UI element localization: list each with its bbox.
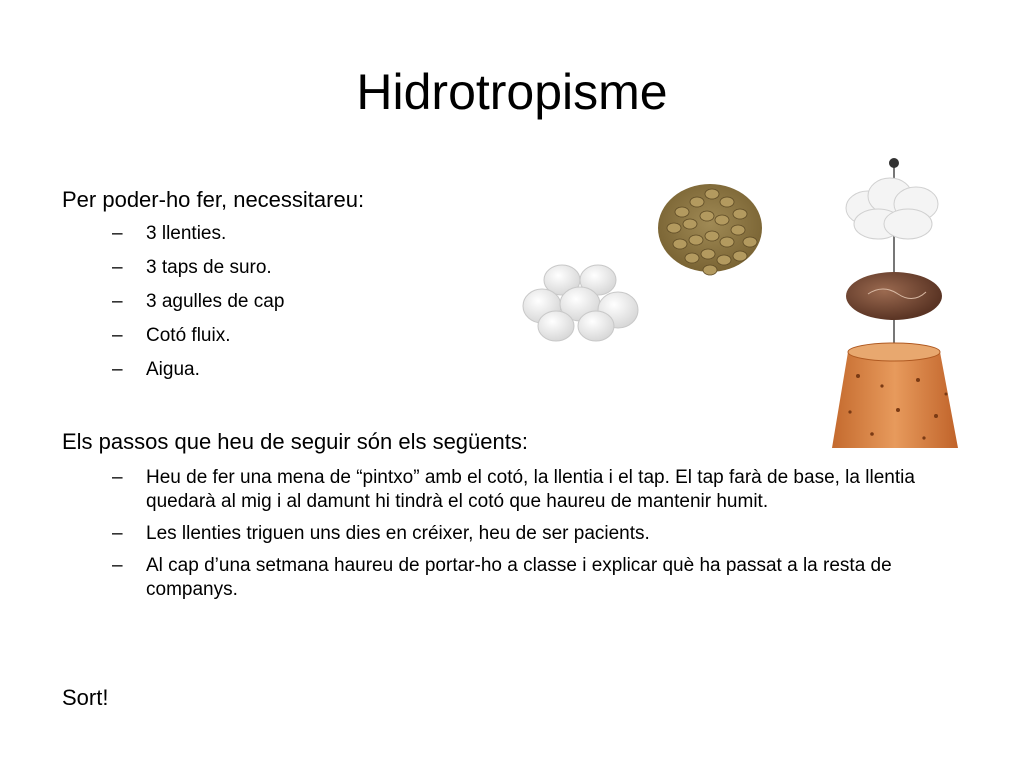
list-item: – 3 agulles de cap <box>112 291 285 312</box>
list-item: – Cotó fluix. <box>112 325 231 346</box>
list-item: – Al cap d’una setmana haureu de portar-ho a classe i explicar què ha passat a la resta de companys. <box>112 555 892 600</box>
materials-list <box>112 222 512 392</box>
materials-intro: Per poder-ho fer, necessitareu: <box>62 187 365 212</box>
list-item: – 3 llenties. <box>112 223 227 244</box>
list-item: – Aigua. <box>112 359 200 380</box>
list-item: – Les llenties triguen uns dies en créixer, heu de ser pacients. <box>112 523 650 544</box>
slide-title: Hidrotropisme <box>356 64 668 120</box>
steps-heading: Els passos que heu de seguir són els següents: <box>62 429 528 454</box>
steps-list <box>112 466 962 610</box>
closing-text: Sort! <box>62 685 109 710</box>
cotton-balls-image <box>520 258 644 346</box>
lentils-image <box>652 172 768 280</box>
list-item: – 3 taps de suro. <box>112 257 272 278</box>
list-item: – Heu de fer una mena de “pintxo” amb el cotó, la llentia i el tap. El tap farà de base, la llentia quedarà al mig i al damunt hi tindrà el cotó que haureu de mantenir humit. <box>112 467 915 512</box>
cork-lentil-cotton-pin-image <box>828 154 968 450</box>
